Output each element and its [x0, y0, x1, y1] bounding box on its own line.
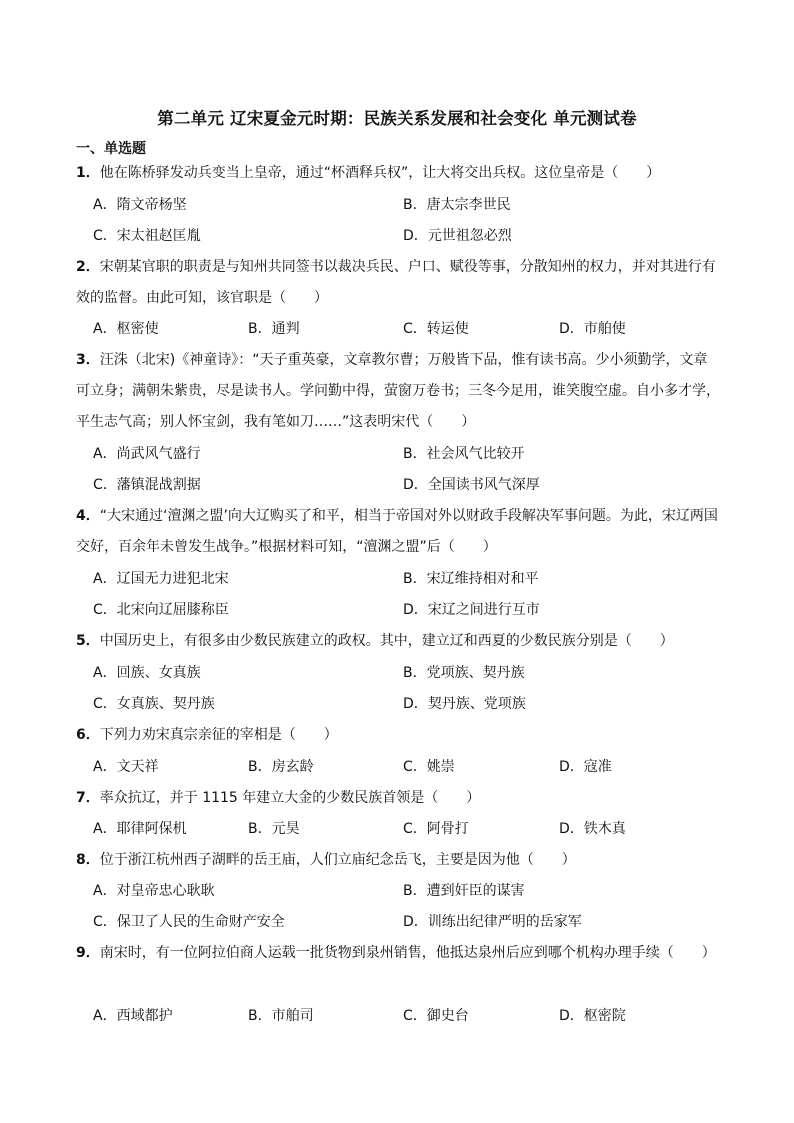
option-d: D．契丹族、党项族 — [403, 696, 526, 712]
question-7 — [76, 783, 721, 814]
exam-title: 第二单元 辽宋夏金元时期：民族关系发展和社会变化 单元测试卷 — [157, 109, 637, 128]
question-1-options-row-2 — [93, 221, 723, 252]
question-number: 2． — [76, 259, 100, 275]
option-b: B．元昊 — [248, 821, 300, 837]
option-c: C．女真族、契丹族 — [93, 696, 215, 712]
question-8-options-row-1 — [93, 876, 723, 907]
question-1-options-row-1 — [93, 190, 723, 221]
option-d: D．寇准 — [559, 759, 612, 775]
question-3-options-row-1 — [93, 439, 723, 470]
question-number: 9． — [76, 945, 100, 961]
question-6-options — [93, 752, 723, 783]
question-3 — [76, 345, 721, 438]
question-text: 南宋时，有一位阿拉伯商人运载一批货物到泉州销售，他抵达泉州后应到哪个机构办理手续（ ） — [99, 945, 716, 961]
option-d: D．铁木真 — [559, 821, 626, 837]
option-b: B．党项族、契丹族 — [403, 665, 525, 681]
option-b: B．遭到奸臣的谋害 — [403, 883, 525, 899]
question-number: 7． — [76, 790, 100, 806]
question-4-options-row-2 — [93, 595, 723, 626]
question-7-options — [93, 814, 723, 845]
option-d: D．枢密院 — [559, 1008, 626, 1024]
question-text: 下列力劝宋真宗亲征的宰相是（ ） — [99, 727, 338, 743]
question-text: “大宋通过‘澶渊之盟’向大辽购买了和平，相当于帝国对外以财政手段解决军事问题。为此，宋辽两国交好，百余年未曾发生战争。”根据材料可知，“澶渊之盟”后（ ） — [76, 508, 718, 555]
question-2-options — [93, 314, 723, 345]
question-1 — [76, 158, 721, 189]
question-number: 1． — [76, 165, 100, 181]
question-3-options-row-2 — [93, 470, 723, 501]
option-a: A．回族、女真族 — [93, 665, 201, 681]
question-9 — [76, 938, 721, 969]
option-a: A．尚武风气盛行 — [93, 446, 201, 462]
option-c: C．御史台 — [403, 1008, 469, 1024]
option-b: B．通判 — [248, 321, 300, 337]
question-text: 位于浙江杭州西子湖畔的岳王庙，人们立庙纪念岳飞，主要是因为他（ ） — [99, 852, 576, 868]
option-d: D．全国读书风气深厚 — [403, 477, 540, 493]
option-a: A．耶律阿保机 — [93, 821, 187, 837]
option-b: B．宋辽维持相对和平 — [403, 571, 539, 587]
option-a: A．西域都护 — [93, 1008, 173, 1024]
question-number: 6． — [76, 727, 100, 743]
option-b: B．房玄龄 — [248, 759, 314, 775]
question-text: 中国历史上，有很多由少数民族建立的政权。其中，建立辽和西夏的少数民族分别是（ ） — [99, 633, 674, 649]
option-d: D．训练出纪律严明的岳家军 — [403, 914, 582, 930]
question-text: 率众抗辽，并于 1115 年建立大金的少数民族首领是（ ） — [99, 790, 481, 806]
option-a: A．枢密使 — [93, 321, 159, 337]
question-9-options — [93, 1001, 723, 1032]
question-5-options-row-2 — [93, 689, 723, 720]
option-b: B．市舶司 — [248, 1008, 314, 1024]
question-5-options-row-1 — [93, 658, 723, 689]
question-5 — [76, 626, 721, 657]
question-text: 宋朝某官职的职责是与知州共同签书以裁决兵民、户口、赋役等事，分散知州的权力，并对其进行有效的监督。由此可知，该官职是（ ） — [76, 259, 716, 306]
question-8-options-row-2 — [93, 907, 723, 938]
question-4-options-row-1 — [93, 564, 723, 595]
question-text: 他在陈桥驿发动兵变当上皇帝，通过“杯酒释兵权”，让大将交出兵权。这位皇帝是（ ） — [99, 165, 661, 181]
question-2 — [76, 252, 721, 314]
option-c: C．保卫了人民的生命财产安全 — [93, 914, 285, 930]
option-d: D．宋辽之间进行互市 — [403, 602, 540, 618]
question-number: 3． — [76, 352, 100, 368]
option-b: B．唐太宗李世民 — [403, 197, 511, 213]
option-c: C．北宋向辽屈膝称臣 — [93, 602, 229, 618]
section-heading: 一、单选题 — [76, 141, 146, 157]
question-number: 5． — [76, 633, 100, 649]
question-8 — [76, 845, 721, 876]
option-b: B．社会风气比较开 — [403, 446, 525, 462]
option-c: C．阿骨打 — [403, 821, 469, 837]
option-c: C．宋太祖赵匡胤 — [93, 228, 201, 244]
question-number: 8． — [76, 852, 100, 868]
option-a: A．文天祥 — [93, 759, 159, 775]
option-a: A．对皇帝忠心耿耿 — [93, 883, 215, 899]
option-c: C．转运使 — [403, 321, 469, 337]
question-6 — [76, 720, 721, 751]
question-4 — [76, 501, 721, 563]
option-a: A．隋文帝杨坚 — [93, 197, 187, 213]
option-d: D．市舶使 — [559, 321, 626, 337]
option-c: C．藩镇混战割据 — [93, 477, 201, 493]
option-a: A．辽国无力进犯北宋 — [93, 571, 229, 587]
question-number: 4． — [76, 508, 100, 524]
question-text: 汪洙（北宋)《神童诗》：“天子重英豪，文章教尔曹；万般皆下品，惟有读书高。少小须勤学，文章可立身；满朝朱紫贵，尽是读书人。学问勤中得，萤窗万卷书；三冬今足用，谁笑腹空虚。自小多才学，平生志气高；别人怀宝剑，我有笔如刀……”这表明宋代（ ） — [76, 352, 720, 430]
option-d: D．元世祖忽必烈 — [403, 228, 512, 244]
option-c: C．姚崇 — [403, 759, 455, 775]
